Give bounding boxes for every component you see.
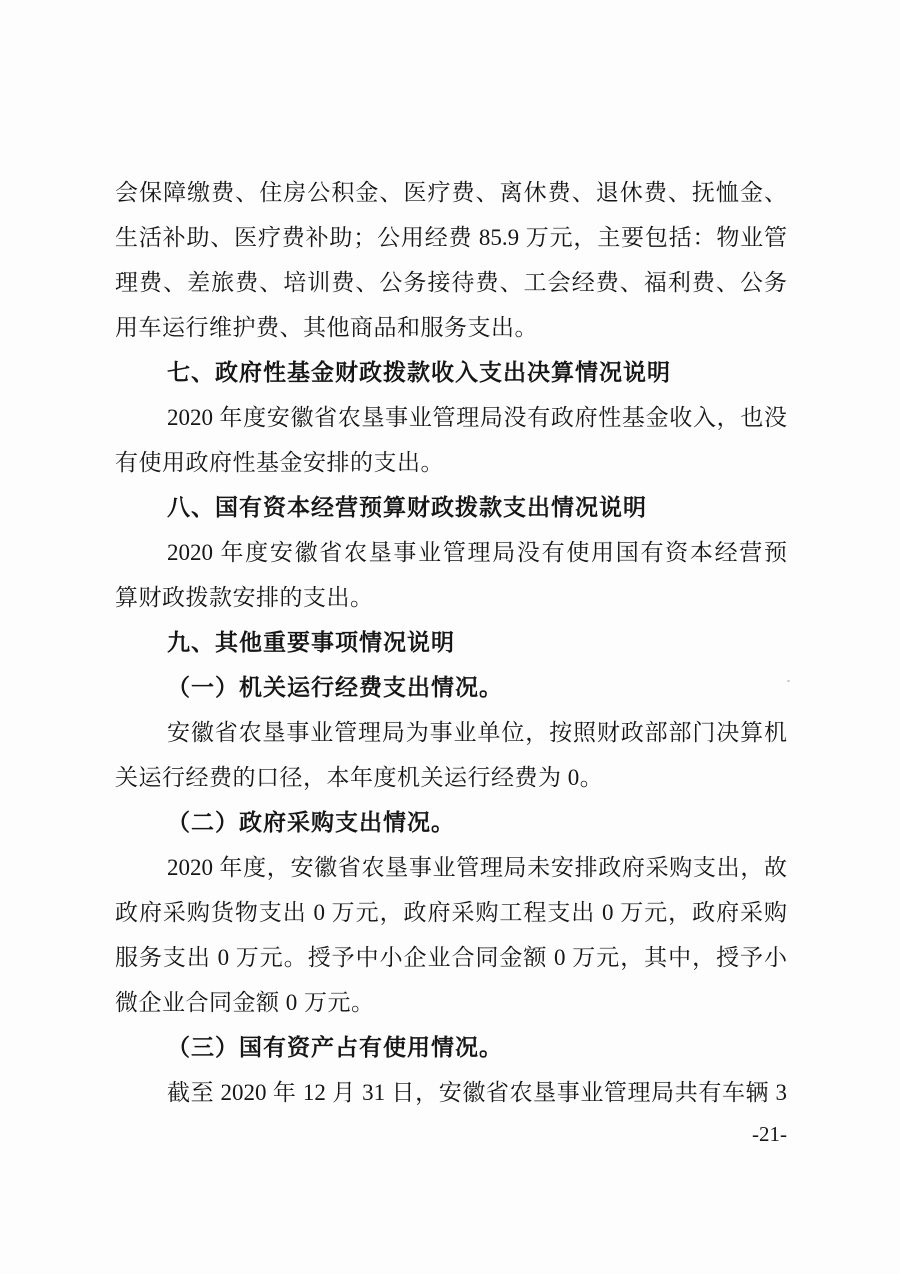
body-line: 微企业合同金额 0 万元。 xyxy=(115,990,375,1015)
body-line: 截至 2020 年 12 月 31 日，安徽省农垦事业管理局共有车辆 3 xyxy=(167,1080,787,1105)
body-line: 关运行经费的口径，本年度机关运行经费为 0。 xyxy=(115,765,604,790)
body-line: 会保障缴费、住房公积金、医疗费、离休费、退休费、抚恤金、 xyxy=(115,180,787,205)
body-line: 2020 年度安徽省农垦事业管理局没有使用国有资本经营预 xyxy=(167,540,787,565)
page-number: -21- xyxy=(752,1122,787,1146)
subsection-heading: （一）机关运行经费支出情况。 xyxy=(167,674,503,700)
body-line: 安徽省农垦事业管理局为事业单位，按照财政部部门决算机 xyxy=(167,720,787,745)
body-line: 算财政拨款安排的支出。 xyxy=(115,585,374,610)
body-line: 理费、差旅费、培训费、公务接待费、工会经费、福利费、公务 xyxy=(115,270,787,295)
body-line: 2020 年度安徽省农垦事业管理局没有政府性基金收入，也没 xyxy=(167,405,787,430)
section-heading: 八、国有资本经营预算财政拨款支出情况说明 xyxy=(167,494,647,520)
section-heading: 七、政府性基金财政拨款收入支出决算情况说明 xyxy=(167,359,671,385)
body-line: 服务支出 0 万元。授予中小企业合同金额 0 万元，其中，授予小 xyxy=(115,945,787,970)
body-line: 2020 年度，安徽省农垦事业管理局未安排政府采购支出，故 xyxy=(167,855,787,880)
subsection-heading: （三）国有资产占有使用情况。 xyxy=(167,1034,503,1060)
section-heading: 九、其他重要事项情况说明 xyxy=(167,629,455,655)
subsection-heading: （二）政府采购支出情况。 xyxy=(167,809,455,835)
scan-artifact xyxy=(787,680,790,682)
body-line: 政府采购货物支出 0 万元，政府采购工程支出 0 万元，政府采购 xyxy=(115,900,787,925)
body-line: 用车运行维护费、其他商品和服务支出。 xyxy=(115,315,538,340)
document-body xyxy=(115,170,787,1115)
body-line: 生活补助、医疗费补助；公用经费 85.9 万元，主要包括：物业管 xyxy=(115,225,787,250)
body-line: 有使用政府性基金安排的支出。 xyxy=(115,450,444,475)
